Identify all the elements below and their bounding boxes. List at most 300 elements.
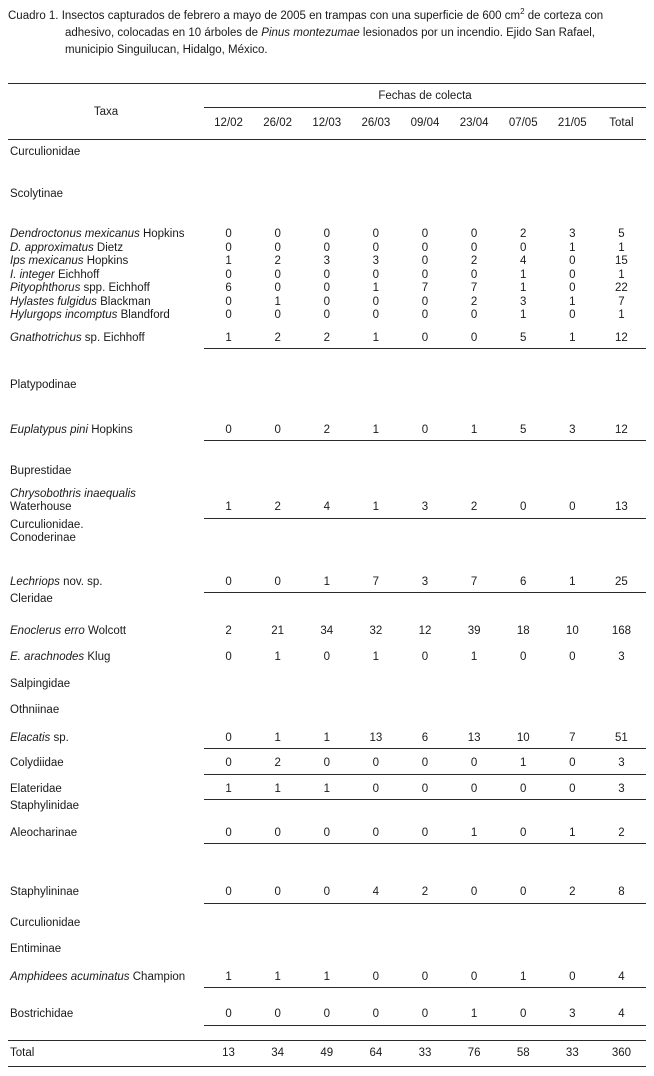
value-cell: 6 bbox=[225, 282, 232, 294]
value-cell: 0 bbox=[421, 423, 429, 436]
value-cell: 0 bbox=[372, 826, 380, 839]
section-row bbox=[8, 943, 646, 957]
value-cells bbox=[204, 757, 646, 771]
rule-partial bbox=[204, 903, 646, 904]
value-cell: 1 bbox=[225, 255, 232, 267]
taxa-cell bbox=[8, 1008, 204, 1022]
value-cell: 0 bbox=[225, 228, 232, 240]
value-cells bbox=[204, 242, 646, 256]
taxa-cell: Platypodinae bbox=[10, 379, 77, 391]
value-cell: 1 bbox=[569, 826, 576, 839]
value-cell: 0 bbox=[274, 268, 281, 281]
value-cell: 2 bbox=[470, 295, 478, 308]
italic-text: Hylurgops incomptus bbox=[10, 309, 118, 321]
taxa-cell: Salpingidae bbox=[10, 677, 71, 690]
italic-text: Euplatypus pini bbox=[10, 423, 88, 436]
value-cell: 0 bbox=[569, 757, 576, 769]
value-cell: 12 bbox=[615, 423, 628, 436]
section-row bbox=[8, 593, 646, 607]
taxa-cell bbox=[8, 886, 204, 900]
italic-text: Chrysobothris inaequalis bbox=[10, 487, 136, 500]
value-cell: 0 bbox=[421, 295, 429, 308]
value-cell: 3 bbox=[520, 295, 527, 308]
text: Hopkins bbox=[88, 423, 133, 436]
value-cell: 0 bbox=[372, 241, 380, 254]
table-row bbox=[8, 827, 646, 841]
value-cell: 3 bbox=[372, 255, 380, 267]
italic-text: Pinus montezumae bbox=[261, 27, 360, 39]
rule-partial bbox=[204, 348, 646, 349]
insect-table bbox=[8, 83, 646, 1067]
value-cell: 0 bbox=[421, 331, 429, 344]
value-cell: 0 bbox=[225, 757, 232, 769]
section-row bbox=[8, 379, 646, 393]
value-cell: 2 bbox=[274, 757, 281, 769]
value-cell: 1 bbox=[520, 757, 527, 769]
value-cell: 1 bbox=[274, 651, 281, 663]
taxa-cell: Scolytinae bbox=[10, 187, 64, 200]
value-cell: 0 bbox=[569, 651, 576, 663]
text: nov. sp. bbox=[59, 575, 103, 588]
value-cell: 1 bbox=[520, 309, 527, 321]
value-cell: 0 bbox=[520, 501, 527, 513]
value-cell: 34 bbox=[320, 624, 334, 637]
table-body bbox=[8, 146, 646, 1067]
value-cell: 25 bbox=[615, 575, 628, 588]
value-cell: 1 bbox=[520, 970, 527, 983]
rule-full bbox=[8, 1040, 646, 1041]
value-cell: 0 bbox=[421, 651, 429, 663]
text: sp. bbox=[50, 731, 69, 744]
value-cells bbox=[204, 971, 646, 985]
value-cell: 0 bbox=[470, 309, 478, 321]
value-cell: 18 bbox=[516, 624, 530, 637]
dates-group-header: Fechas de colecta bbox=[204, 84, 646, 108]
value-cell: 2 bbox=[520, 228, 527, 240]
value-cell: 0 bbox=[421, 826, 429, 839]
value-cell: 0 bbox=[274, 886, 281, 898]
taxa-cell bbox=[8, 242, 204, 256]
value-cell: 0 bbox=[323, 1008, 330, 1020]
table-row bbox=[8, 242, 646, 256]
value-cells bbox=[204, 424, 646, 438]
value-cell: 3 bbox=[569, 1008, 576, 1020]
text: Wolcott bbox=[84, 624, 127, 637]
value-cell: 3 bbox=[421, 501, 429, 513]
value-cell: 1 bbox=[470, 423, 478, 436]
value-cell: 0 bbox=[520, 241, 527, 254]
taxa-cell bbox=[8, 732, 204, 746]
text: Elateridae bbox=[10, 782, 62, 795]
superscript-text: 2 bbox=[520, 7, 525, 17]
value-cell: 4 bbox=[618, 1008, 625, 1020]
table-row bbox=[8, 732, 646, 746]
value-cell: 0 bbox=[421, 255, 429, 267]
value-cell: 0 bbox=[520, 826, 527, 839]
total-row bbox=[8, 1047, 646, 1061]
value-cell: 0 bbox=[569, 309, 576, 321]
rule-full bbox=[8, 1066, 646, 1067]
value-cell: 0 bbox=[372, 970, 380, 983]
value-cell: 0 bbox=[225, 241, 232, 254]
value-cell: 0 bbox=[520, 782, 527, 795]
taxa-name bbox=[10, 971, 204, 985]
taxa-cell bbox=[8, 783, 204, 797]
section-row bbox=[8, 704, 646, 718]
taxa-name bbox=[10, 269, 204, 283]
taxa-name bbox=[10, 296, 204, 310]
italic-text: Amphidees acuminatus bbox=[10, 970, 130, 983]
value-cell: 0 bbox=[470, 757, 478, 769]
text: Staphylininae bbox=[10, 886, 80, 898]
taxa-cell: Curculionidae. bbox=[10, 518, 84, 531]
value-cell: 1 bbox=[569, 241, 576, 254]
value-cell: 0 bbox=[470, 782, 478, 795]
value-cell: 4 bbox=[520, 255, 527, 267]
taxa-name bbox=[10, 886, 204, 900]
rule-partial bbox=[204, 748, 646, 749]
value-cell: 0 bbox=[225, 268, 232, 281]
value-cell: 7 bbox=[421, 282, 429, 294]
value-cell: 0 bbox=[569, 501, 576, 513]
value-cell: 13 bbox=[615, 501, 628, 513]
value-cell: 0 bbox=[323, 241, 330, 254]
value-cell: 2 bbox=[323, 331, 330, 344]
column-header: 07/05 bbox=[508, 117, 538, 129]
taxa-cell: Buprestidae bbox=[10, 465, 72, 477]
value-cell: 3 bbox=[569, 423, 576, 436]
italic-text: Dendroctonus mexicanus bbox=[10, 228, 140, 240]
value-cell: 0 bbox=[323, 826, 330, 839]
value-cell: 0 bbox=[520, 1008, 527, 1020]
text: Hopkins bbox=[83, 255, 129, 267]
value-cells bbox=[204, 625, 646, 639]
taxa-cell bbox=[8, 488, 204, 515]
value-cell: 3 bbox=[618, 782, 625, 795]
taxa-cell bbox=[8, 269, 204, 283]
taxa-cell bbox=[8, 296, 204, 310]
value-cell: 0 bbox=[520, 651, 527, 663]
value-cells bbox=[204, 255, 646, 269]
italic-text: Lechriops bbox=[10, 575, 60, 588]
value-cell: 360 bbox=[611, 1046, 632, 1059]
value-cell: 2 bbox=[470, 501, 478, 513]
value-cell: 1 bbox=[274, 970, 281, 983]
value-cell: 0 bbox=[372, 268, 380, 281]
text: lesionados por un incendio. Ejido San Rafael, municipio Singuilucan, Hidalgo, México. bbox=[65, 27, 596, 56]
text: Klug bbox=[84, 651, 111, 663]
text: Aleocharinae bbox=[10, 826, 78, 839]
value-cell: 22 bbox=[615, 282, 628, 294]
taxa-name bbox=[10, 282, 204, 296]
value-cells bbox=[204, 228, 646, 242]
value-cell: 0 bbox=[470, 886, 478, 898]
value-cell: 1 bbox=[470, 1008, 478, 1020]
table-row bbox=[8, 651, 646, 665]
taxa-name bbox=[10, 424, 204, 438]
taxa-name bbox=[10, 625, 204, 639]
italic-text: D. approximatus bbox=[10, 241, 94, 254]
value-cell: 0 bbox=[421, 782, 429, 795]
value-cell: 0 bbox=[323, 886, 330, 898]
taxa-name bbox=[10, 488, 204, 502]
value-cell: 0 bbox=[421, 228, 429, 240]
taxa-name bbox=[10, 332, 204, 346]
value-cell: 2 bbox=[274, 331, 281, 344]
rule-partial bbox=[204, 1025, 646, 1026]
column-header: 26/02 bbox=[263, 117, 293, 129]
value-cell: 21 bbox=[271, 624, 285, 637]
taxa-name bbox=[10, 309, 204, 323]
column-header: 21/05 bbox=[557, 117, 587, 129]
text: Cuadro 1. Insectos capturados de febrero a mayo de 2005 en trampas con una superficie de 600 cm bbox=[8, 10, 521, 22]
value-cells bbox=[204, 332, 646, 346]
value-cell: 76 bbox=[467, 1046, 481, 1059]
value-cell: 0 bbox=[323, 268, 330, 281]
value-cell: 39 bbox=[467, 624, 481, 637]
value-cell: 0 bbox=[323, 757, 330, 769]
value-cell: 0 bbox=[323, 295, 330, 308]
taxa-cell: Staphylinidae bbox=[10, 800, 80, 812]
value-cell: 0 bbox=[323, 651, 330, 663]
table-row bbox=[8, 488, 646, 515]
italic-text: Enoclerus erro bbox=[10, 624, 85, 637]
rule-partial bbox=[204, 440, 646, 441]
value-cell: 49 bbox=[320, 1046, 334, 1059]
value-cell: 0 bbox=[274, 826, 281, 839]
value-cells bbox=[204, 827, 646, 841]
value-cell: 1 bbox=[618, 309, 625, 321]
value-cell: 1 bbox=[372, 282, 380, 294]
italic-text: Ips mexicanus bbox=[10, 255, 84, 267]
value-cell: 0 bbox=[421, 970, 429, 983]
value-cell: 0 bbox=[225, 295, 232, 308]
value-cell: 51 bbox=[615, 731, 628, 744]
value-cell: 0 bbox=[470, 331, 478, 344]
value-cell: 0 bbox=[520, 886, 527, 898]
value-cell: 12 bbox=[418, 624, 432, 637]
value-cell: 1 bbox=[618, 268, 625, 281]
table-row bbox=[8, 424, 646, 438]
taxa-cell bbox=[8, 651, 204, 665]
value-cell: 3 bbox=[421, 575, 429, 588]
taxa-name bbox=[10, 576, 204, 590]
taxa-name bbox=[10, 651, 204, 665]
taxa-name bbox=[10, 827, 204, 841]
value-cell: 12 bbox=[615, 331, 628, 344]
value-cell: 0 bbox=[470, 228, 478, 240]
value-cell: 13 bbox=[369, 731, 383, 744]
value-cell: 2 bbox=[274, 501, 281, 513]
taxa-name bbox=[10, 732, 204, 746]
value-cell: 1 bbox=[225, 331, 232, 344]
table-row bbox=[8, 886, 646, 900]
taxa-cell bbox=[8, 971, 204, 985]
table-row bbox=[8, 282, 646, 296]
table-row bbox=[8, 269, 646, 283]
text: Bostrichidae bbox=[10, 1008, 74, 1020]
section-row bbox=[8, 532, 646, 546]
value-cell: 7 bbox=[618, 295, 625, 308]
value-cell: 1 bbox=[372, 501, 380, 513]
value-cell: 0 bbox=[274, 228, 281, 240]
value-cell: 15 bbox=[615, 255, 628, 267]
value-cell: 0 bbox=[274, 575, 281, 588]
value-cell: 7 bbox=[470, 575, 478, 588]
value-cells bbox=[204, 732, 646, 746]
value-cell: 0 bbox=[274, 423, 281, 436]
column-header: 09/04 bbox=[410, 117, 440, 129]
table-caption bbox=[8, 8, 646, 59]
taxa-cell bbox=[8, 576, 204, 590]
value-cell: 0 bbox=[569, 782, 576, 795]
taxa-cell bbox=[8, 228, 204, 242]
value-cells bbox=[204, 309, 646, 323]
taxa-name-line2 bbox=[10, 501, 204, 515]
value-cell: 2 bbox=[569, 886, 576, 898]
value-cell: 4 bbox=[372, 886, 380, 898]
value-cell: 0 bbox=[470, 970, 478, 983]
table-row bbox=[8, 228, 646, 242]
taxa-name bbox=[10, 783, 204, 797]
value-cell: 1 bbox=[323, 782, 330, 795]
value-cell: 168 bbox=[611, 624, 632, 637]
table-header bbox=[8, 83, 646, 140]
value-cell: 0 bbox=[421, 268, 429, 281]
section-row bbox=[8, 519, 646, 533]
value-cell: 13 bbox=[222, 1046, 235, 1059]
table-row bbox=[8, 783, 646, 797]
taxa-cell: Cleridae bbox=[10, 593, 53, 605]
value-cell: 10 bbox=[516, 731, 530, 744]
value-cell: 0 bbox=[225, 423, 232, 436]
table-row bbox=[8, 309, 646, 323]
column-header: 12/02 bbox=[214, 117, 243, 129]
section-row bbox=[8, 146, 646, 160]
value-cell: 0 bbox=[323, 228, 330, 240]
value-cell: 0 bbox=[225, 886, 232, 898]
section-row bbox=[8, 188, 646, 202]
section-row bbox=[8, 800, 646, 814]
value-cell: 33 bbox=[418, 1046, 432, 1059]
value-cell: 3 bbox=[323, 255, 330, 267]
value-cell: 5 bbox=[618, 228, 625, 240]
taxa-name bbox=[10, 228, 204, 242]
value-cell: 5 bbox=[520, 423, 527, 436]
taxa-cell: Total bbox=[10, 1046, 35, 1059]
value-cell: 1 bbox=[372, 423, 380, 436]
taxa-name bbox=[10, 255, 204, 269]
value-cell: 6 bbox=[520, 575, 527, 588]
table-row bbox=[8, 332, 646, 346]
value-cell: 0 bbox=[274, 1008, 281, 1020]
value-cell: 13 bbox=[467, 731, 481, 744]
taxa-cell bbox=[8, 309, 204, 323]
text: Champion bbox=[129, 970, 186, 983]
value-cell: 32 bbox=[369, 624, 383, 637]
text: Blackman bbox=[96, 295, 151, 308]
column-header: Total bbox=[609, 117, 634, 129]
taxa-cell bbox=[8, 757, 204, 771]
value-cells bbox=[204, 1047, 646, 1061]
text: spp. Eichhoff bbox=[80, 282, 150, 294]
value-cell: 1 bbox=[225, 782, 232, 795]
value-cell: 0 bbox=[225, 309, 232, 321]
value-cell: 0 bbox=[225, 651, 232, 663]
value-cells bbox=[204, 501, 646, 515]
value-cell: 1 bbox=[274, 295, 281, 308]
value-cell: 0 bbox=[470, 268, 478, 281]
table-row bbox=[8, 625, 646, 639]
value-cell: 0 bbox=[274, 241, 281, 254]
italic-text: I. integer bbox=[10, 268, 55, 281]
value-cell: 0 bbox=[372, 228, 380, 240]
value-cell: 1 bbox=[323, 575, 330, 588]
value-cell: 0 bbox=[372, 1008, 380, 1020]
text: Hopkins bbox=[139, 228, 185, 240]
value-cell: 1 bbox=[274, 782, 281, 795]
taxa-name bbox=[10, 242, 204, 256]
table-row bbox=[8, 576, 646, 590]
value-cell: 0 bbox=[470, 241, 478, 254]
taxa-header-label: Taxa bbox=[93, 105, 119, 118]
text: Dietz bbox=[93, 241, 124, 254]
value-cell: 0 bbox=[225, 575, 232, 588]
value-cell: 3 bbox=[618, 651, 625, 663]
value-cell: 2 bbox=[421, 886, 429, 898]
rule-partial bbox=[204, 987, 646, 988]
table-row bbox=[8, 757, 646, 771]
italic-text: Hylastes fulgidus bbox=[10, 295, 97, 308]
value-cell: 0 bbox=[225, 731, 232, 744]
value-cell: 3 bbox=[569, 228, 576, 240]
taxa-cell bbox=[8, 827, 204, 841]
value-cell: 0 bbox=[274, 282, 281, 294]
value-cell: 0 bbox=[372, 295, 380, 308]
value-cell: 5 bbox=[520, 331, 527, 344]
value-cell: 6 bbox=[421, 731, 429, 744]
italic-text: Pityophthorus bbox=[10, 282, 81, 294]
taxa-cell bbox=[8, 332, 204, 346]
value-cell: 1 bbox=[470, 826, 478, 839]
value-cell: 0 bbox=[372, 757, 380, 769]
italic-text: Elacatis bbox=[10, 731, 51, 744]
value-cell: 0 bbox=[372, 782, 380, 795]
value-cells bbox=[204, 282, 646, 296]
table-row bbox=[8, 971, 646, 985]
value-cells bbox=[204, 576, 646, 590]
taxa-cell: Curculionidae bbox=[10, 146, 81, 158]
value-cell: 1 bbox=[569, 575, 576, 588]
value-cell: 1 bbox=[372, 331, 380, 344]
text: Eichhoff bbox=[54, 268, 100, 281]
taxa-cell bbox=[8, 255, 204, 269]
taxa-name bbox=[10, 1008, 204, 1022]
table-row bbox=[8, 1008, 646, 1022]
value-cell: 3 bbox=[618, 757, 625, 769]
value-cell: 4 bbox=[323, 501, 330, 513]
value-cell: 10 bbox=[565, 624, 579, 637]
italic-text: E. arachnodes bbox=[10, 651, 85, 663]
value-cell: 1 bbox=[618, 241, 625, 254]
value-cell: 2 bbox=[618, 826, 625, 839]
value-cell: 1 bbox=[470, 651, 478, 663]
value-cell: 1 bbox=[225, 970, 232, 983]
value-cell: 0 bbox=[323, 309, 330, 321]
value-cell: 1 bbox=[225, 501, 232, 513]
text: sp. Eichhoff bbox=[81, 331, 145, 344]
value-cells bbox=[204, 296, 646, 310]
